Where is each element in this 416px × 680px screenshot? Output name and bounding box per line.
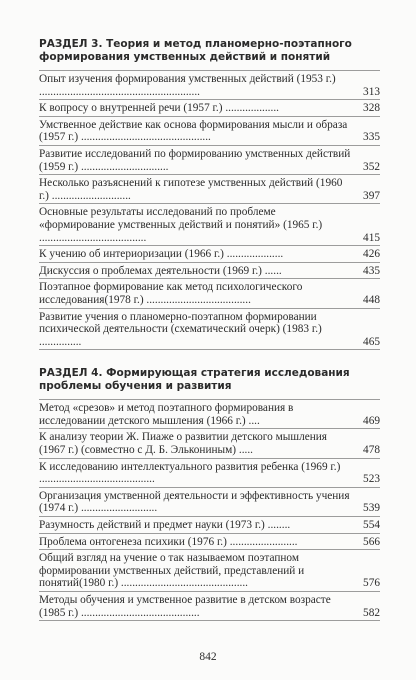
table-of-contents [39, 38, 380, 621]
section-title: РАЗДЕЛ 3. Теория и метод планомерно-поэтапного формирования умственных действий и понятий [39, 38, 352, 63]
toc-entry [39, 488, 380, 517]
toc-entry [39, 175, 380, 204]
entry-list [39, 70, 380, 350]
toc-entry [39, 117, 380, 146]
toc-entry [39, 204, 380, 246]
toc-entry [39, 263, 380, 280]
entry-title: Разумность действий и предмет науки (1973 г.) ........ [39, 519, 291, 532]
entry-title: Поэтапное формирование как метод психологического исследования(1978 г.) ..................................... [39, 281, 303, 306]
section-3 [39, 38, 380, 350]
toc-entry [39, 459, 380, 488]
entry-title: Метод «срезов» и метод поэтапного формирования в исследовании детского мышления (1966 г.) .... [39, 402, 294, 427]
entry-page: 539 [363, 502, 380, 515]
toc-entry [39, 592, 380, 621]
entry-page: 554 [363, 519, 380, 532]
entry-title: Методы обучения и умственное развитие в детском возрасте (1985 г.) .......................................... [39, 594, 331, 619]
entry-page: 576 [363, 577, 380, 590]
entry-title: Опыт изучения формирования умственных действий (1953 г.) ......................................................... [39, 73, 336, 98]
toc-entry [39, 400, 380, 429]
entry-page: 566 [363, 535, 380, 548]
toc-entry [39, 534, 380, 551]
entry-title: Организация умственной деятельности и эффективность учения (1974 г.) ........................... [39, 489, 350, 515]
entry-page: 465 [363, 335, 380, 348]
entry-title: Умственное действие как основа формирования мысли и образа (1957 г.) .............................................. [39, 118, 348, 144]
entry-title: Дискуссия о проблемах деятельности (1969 г.) ...... [39, 264, 282, 277]
entry-title: Общий взгляд на учение о так называемом поэтапном формировании умственных действий, представлений и понятий(1980 г.) ............................................. [39, 552, 305, 590]
entry-title: Развитие исследований по формированию умственных действий (1959 г.) ............................... [39, 147, 351, 173]
entry-title: К учению об интериоризации (1966 г.) .................... [39, 248, 284, 261]
section-4 [39, 367, 380, 621]
entry-page: 352 [363, 160, 380, 173]
entry-title: Несколько разъяснений к гипотезе умственных действий (1960 г.) ............................ [39, 177, 343, 202]
entry-title: К анализу теории Ж. Пиаже о развитии детского мышления (1967 г.) (совместно с Д. Б. Элькониным) ..... [39, 431, 328, 457]
toc-entry [39, 71, 380, 100]
entry-list [39, 399, 380, 621]
entry-title: К вопросу о внутренней речи (1957 г.) ................... [39, 102, 279, 115]
entry-page: 582 [363, 606, 380, 619]
toc-entry [39, 246, 380, 263]
entry-page: 335 [363, 131, 380, 144]
entry-page: 415 [363, 231, 380, 244]
entry-page: 397 [363, 189, 380, 202]
entry-title: Проблема онтогенеза психики (1976 г.) ........................ [39, 535, 298, 548]
section-title: РАЗДЕЛ 4. Формирующая стратегия исследования проблемы обучения и развития [39, 367, 350, 393]
entry-page: 435 [363, 264, 380, 277]
toc-entry [39, 429, 380, 458]
entry-page: 448 [363, 293, 380, 306]
entry-page: 313 [363, 85, 380, 98]
toc-entry [39, 100, 380, 117]
toc-entry [39, 517, 380, 534]
page-number: 842 [199, 651, 217, 663]
toc-entry [39, 550, 380, 592]
entry-page: 478 [363, 444, 380, 457]
toc-entry [39, 279, 380, 308]
entry-title: Развитие учения о планомерно-поэтапном формировании психической деятельности (схематический очерк) (1983 г.) ............... [39, 310, 322, 348]
toc-entry [39, 309, 380, 351]
toc-entry [39, 146, 380, 175]
entry-page: 328 [363, 102, 380, 115]
entry-title: Основные результаты исследований по проблеме «формирование умственных действий и понятий» (1965 г.) ...................................... [39, 206, 323, 244]
entry-page: 426 [363, 248, 380, 261]
entry-title: К исследованию интеллектуального развития ребенка (1969 г.) ......................................... [39, 460, 341, 486]
entry-page: 523 [363, 473, 380, 486]
entry-page: 469 [363, 414, 380, 427]
